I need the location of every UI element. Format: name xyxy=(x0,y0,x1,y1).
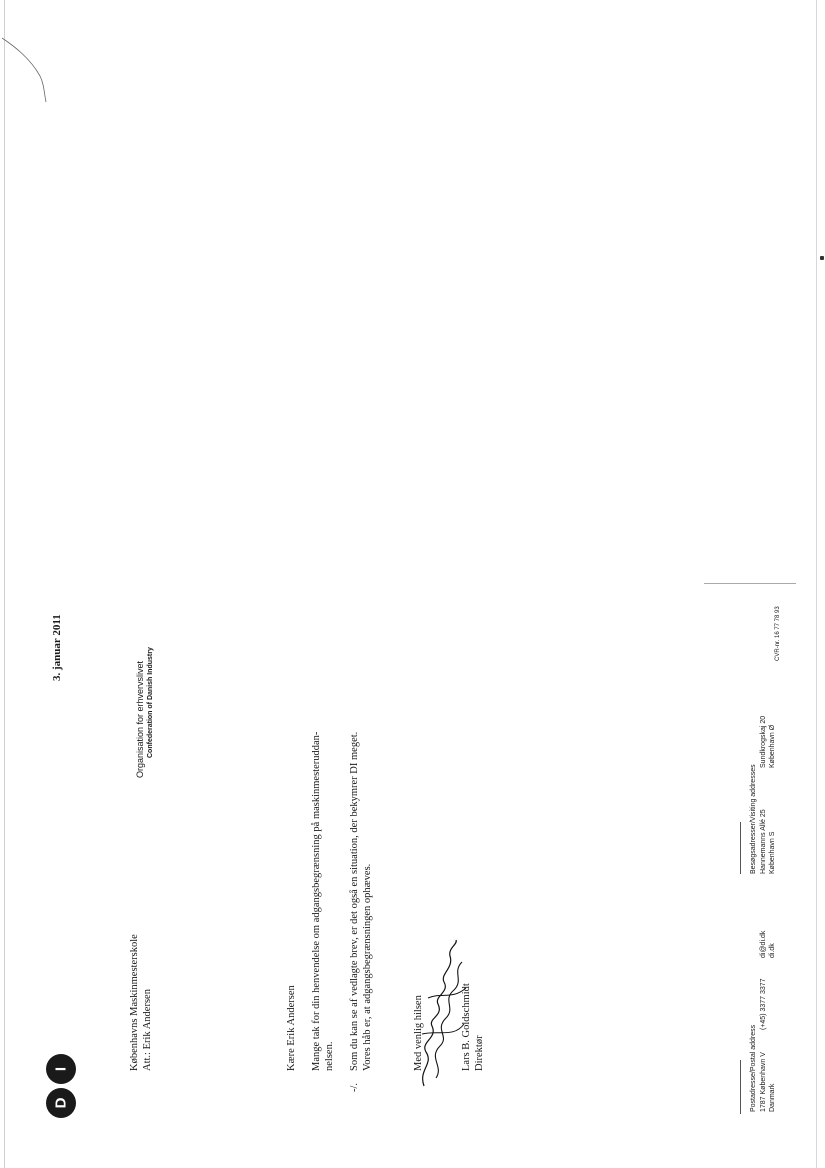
footer-rule-postal xyxy=(740,1060,741,1114)
edge-mark xyxy=(820,256,824,260)
fold-mark xyxy=(0,30,60,110)
footer-cvr: CVR-nr. 16 77 78 93 xyxy=(775,606,781,661)
footer-visiting-address1-line1: Hannemanns Allé 25 xyxy=(760,809,767,874)
di-logo-letter-i: I xyxy=(52,1066,70,1072)
signer-title: Direktør xyxy=(474,1035,485,1071)
footer-visiting-address1-line2: København S xyxy=(769,831,776,874)
signer-name: Lars B. Goldschmidt xyxy=(461,983,472,1071)
org-tagline-en: Confederation of Danish Industry xyxy=(147,647,154,758)
closing: Med venlig hilsen xyxy=(413,995,424,1071)
footer-phone: (+45) 3377 3377 xyxy=(760,978,767,1030)
footer-postal-line2: Danmark xyxy=(769,1083,776,1112)
footer-email: di@di.dk xyxy=(760,930,767,958)
paragraph2-line2: Vores håb er, at adgangsbegrænsningen ophæves. xyxy=(362,863,373,1071)
scan-edge-left xyxy=(4,0,5,1168)
di-logo-letter-d: D xyxy=(52,1097,70,1109)
di-logo xyxy=(44,1052,78,1120)
recipient-name: Københavns Maskinmesterskole xyxy=(129,934,140,1071)
footer-visiting-address2-line2: København Ø xyxy=(769,724,776,768)
letter-date: 3. januar 2011 xyxy=(51,614,63,681)
footer-top-rule xyxy=(704,583,796,584)
paragraph1-line1: Mange tak for din henvendelse om adgangsbegrænsning på maskinmesteruddan- xyxy=(311,731,322,1071)
footer-web: di.dk xyxy=(769,943,776,958)
footer-postal-heading: Postadresse/Postal address xyxy=(750,1024,757,1112)
footer-rule-visiting xyxy=(740,822,741,874)
paragraph1-line2: nelsen. xyxy=(324,1041,335,1071)
recipient-attention: Att.: Erik Andersen xyxy=(142,989,153,1071)
footer-visiting-address2-line1: Sundkrogskaj 20 xyxy=(760,715,767,768)
salutation: Kære Erik Andersen xyxy=(286,985,297,1071)
footer-visiting-heading: Besøgsadresser/Visiting addresses xyxy=(750,764,757,874)
footer-postal-line1: 1787 København V xyxy=(760,1052,767,1112)
enclosure-mark: -/. xyxy=(349,1082,360,1092)
org-tagline: Organisation for erhvervslivet xyxy=(135,660,145,778)
scan-edge-right xyxy=(816,0,817,1168)
paragraph2-line1: Som du kan se af vedlagte brev, er det også en situation, der bekymrer DI meget. xyxy=(349,731,360,1071)
